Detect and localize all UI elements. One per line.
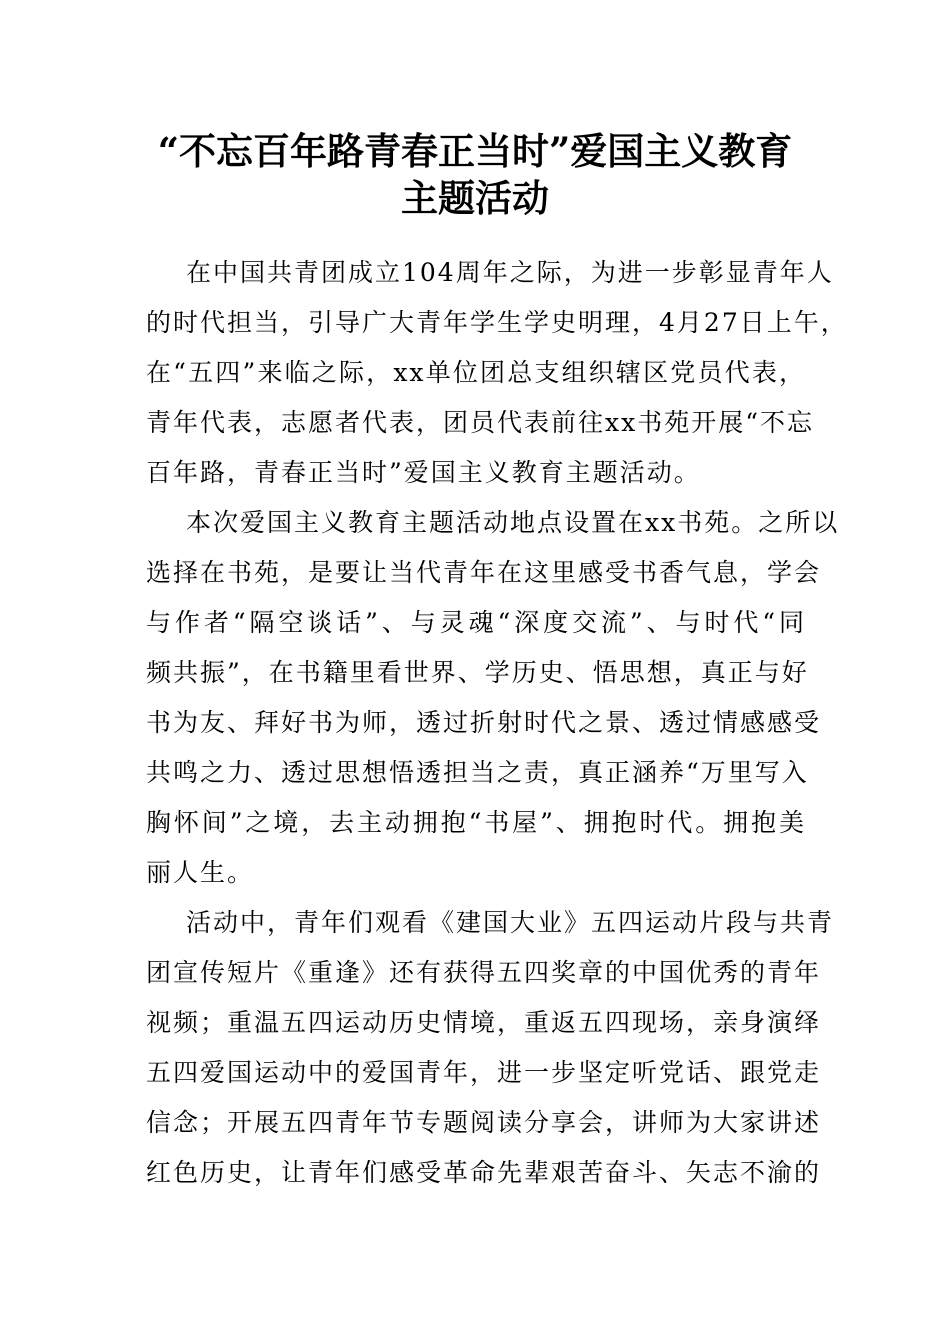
paragraph-3-line-2: 团宣传短片《重逢》还有获得五四奖章的中国优秀的青年 <box>146 958 822 987</box>
paragraph-1-line-1: 在中国共青团成立104周年之际，为进一步彰显青年人 <box>186 258 834 287</box>
paragraph-1-line-3: 在“五四”来临之际，xx单位团总支组织辖区党员代表， <box>146 358 806 387</box>
paragraph-2-line-1: 本次爱国主义教育主题活动地点设置在xx书苑。之所以 <box>186 508 840 537</box>
paragraph-1-line-5: 百年路，青春正当时”爱国主义教育主题活动。 <box>146 458 701 487</box>
paragraph-1-line-2: 的时代担当，引导广大青年学生学史明理，4月27日上午， <box>146 308 848 337</box>
paragraph-3-line-6: 红色历史，让青年们感受革命先辈艰苦奋斗、矢志不渝的 <box>146 1158 822 1187</box>
paragraph-2-line-6: 共鸣之力、透过思想悟透担当之责，真正涵养“万里写入 <box>146 758 809 787</box>
paragraph-2-line-7: 胸怀间”之境，去主动拥抱“书屋”、拥抱时代。拥抱美 <box>146 808 806 837</box>
paragraph-1-line-4: 青年代表，志愿者代表，团员代表前往xx书苑开展“不忘 <box>146 408 814 437</box>
document-title-line-1: “不忘百年路青春正当时”爱国主义教育 <box>157 129 793 173</box>
paragraph-2-line-5: 书为友、拜好书为师，透过折射时代之景、透过情感感受 <box>146 708 822 737</box>
paragraph-3-line-5: 信念；开展五四青年节专题阅读分享会，讲师为大家讲述 <box>146 1108 822 1137</box>
paragraph-2-line-2: 选择在书苑，是要让当代青年在这里感受书香气息，学会 <box>146 558 822 587</box>
document-title-line-2: 主题活动 <box>401 176 549 220</box>
paragraph-3-line-3: 视频；重温五四运动历史情境，重返五四现场，亲身演绎 <box>146 1008 822 1037</box>
paragraph-3-line-1: 活动中，青年们观看《建国大业》五四运动片段与共青 <box>186 908 835 937</box>
paragraph-2-line-3: 与作者“隔空谈话”、与灵魂“深度交流”、与时代“同 <box>146 608 806 637</box>
paragraph-2-line-4: 频共振”，在书籍里看世界、学历史、悟思想，真正与好 <box>146 658 809 687</box>
paragraph-2-line-8: 丽人生。 <box>146 858 255 887</box>
paragraph-3-line-4: 五四爱国运动中的爱国青年，进一步坚定听党话、跟党走 <box>146 1058 822 1087</box>
